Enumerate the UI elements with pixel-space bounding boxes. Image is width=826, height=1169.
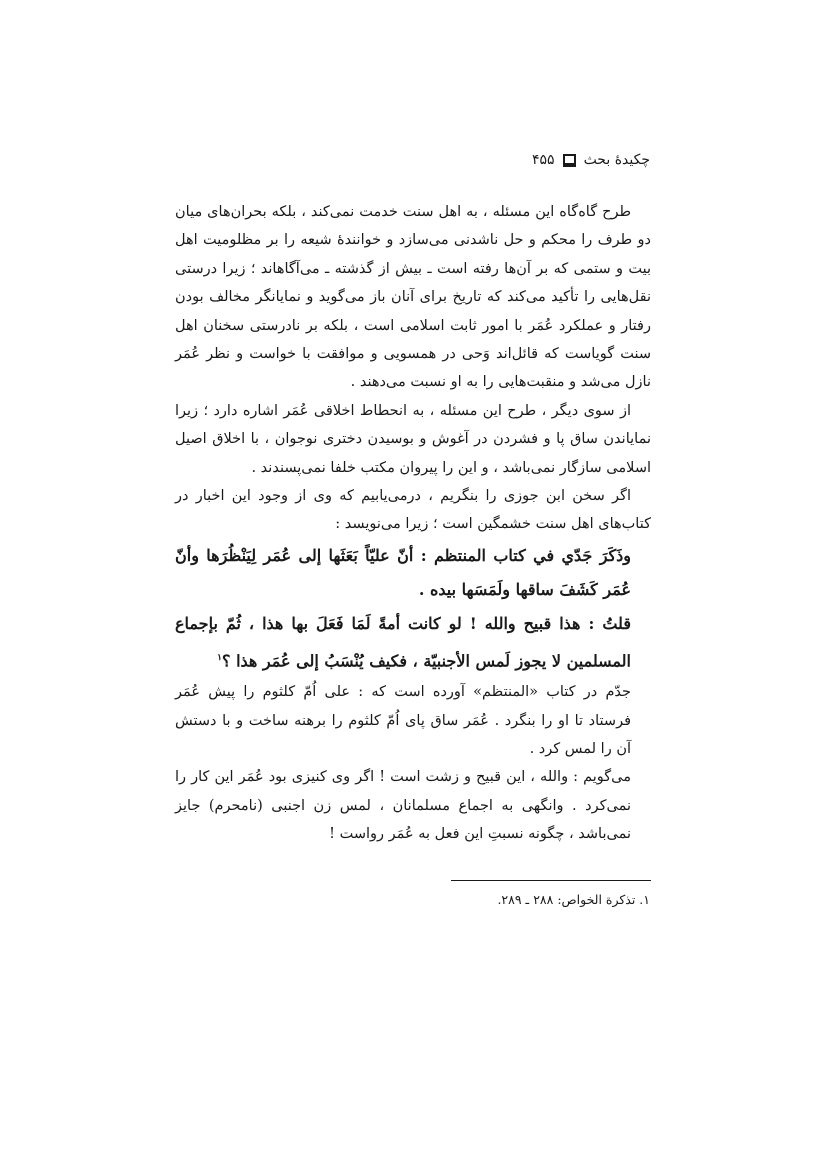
arabic-quote bbox=[175, 607, 651, 678]
footnote-marker: ۱ bbox=[217, 652, 223, 663]
footnote-divider bbox=[451, 880, 651, 881]
body-paragraph: اگر سخن ابن جوزی را بنگریم ، درمی‌یابیم که وی از وجود این اخبار در کتاب‌های اهل سنت خشمگین است ؛ زیرا می‌نویسد : bbox=[175, 488, 651, 533]
square-ornament-icon bbox=[563, 154, 576, 167]
chapter-title: چکیدهٔ بحث bbox=[583, 152, 650, 168]
main-text bbox=[175, 198, 651, 849]
arabic-quote-text: قلتُ : هذا قبيح والله ! لو كانت أمةً لَمَا فَعَلَ بها هذا ، ثُمّ بإجماع المسلمين لا يجوز لَمس الأجنبيّة ، فكيف يُنْسَبُ إلى عُمَر هذا ؟ bbox=[175, 613, 631, 671]
footnote: ۱. تذکرة الخواص: ۲۸۸ ـ ۲۸۹. bbox=[497, 892, 650, 907]
body-paragraph: از سوی دیگر ، طرح این مسئله ، به انحطاط اخلاقی عُمَر اشاره دارد ؛ زیرا نمایاندن ساق پا و فشردن در آغوش و بوسیدن دختری نوجوان ، با اخلاق اصیل اسلامی سازگار نمی‌باشد ، و این را پیروان مکتب خلفا نمی‌پسندند . bbox=[175, 402, 651, 476]
quote-translation: می‌گویم : والله ، این قبیح و زشت است ! اگر وی کنیزی بود عُمَر این کار را نمی‌کرد . وانگهی به اجماع مسلمانان ، لمس زن اجنبی (نامحرم) جایز نمی‌باشد ، چگونه نسبتِ این فعل به عُمَر رواست ! bbox=[175, 769, 631, 843]
body-paragraph: طرح گاه‌گاه این مسئله ، به اهل سنت خدمت نمی‌کند ، بلکه بحران‌های میان دو طرف را محکم و حل ناشدنی می‌سازد و خوانندهٔ شیعه را بر مظلومیت اهل بیت و ستمی که بر آن‌ها رفته است ـ بیش از گذشته ـ می‌آگاهاند ؛ زیرا درستی نقل‌هایی را تأکید می‌کند که تاریخ برای آنان باز می‌گوید و نمایانگر مخالف بودن رفتار و عملکرد عُمَر با امور ثابت اسلامی است ، بلکه بر نادرستی سخنان اهل سنت گویاست که قائل‌اند وَحی در همسویی و موافقت با خواست و نظر عُمَر نازل می‌شد و منقبت‌هایی را به او نسبت می‌دهند . bbox=[175, 204, 651, 391]
page-number: ۴۵۵ bbox=[532, 152, 555, 168]
running-header bbox=[532, 152, 650, 168]
quote-translation: جدّم در کتاب «المنتظم» آورده است که : علی اُمّ کلثوم را پیش عُمَر فرستاد تا او را بنگرد . عُمَر ساق پای اُمّ کلثوم را برهنه ساخت و با دستش آن را لمس کرد . bbox=[175, 684, 631, 758]
arabic-quote: وذَكَرَ جَدّي في كتاب المنتظم : أنّ عليّاً بَعَثَها إلى عُمَر لِيَنْظُرَها وأنّ عُمَر كَشَفَ ساقها ولَمَسَها بيده . bbox=[175, 545, 631, 599]
